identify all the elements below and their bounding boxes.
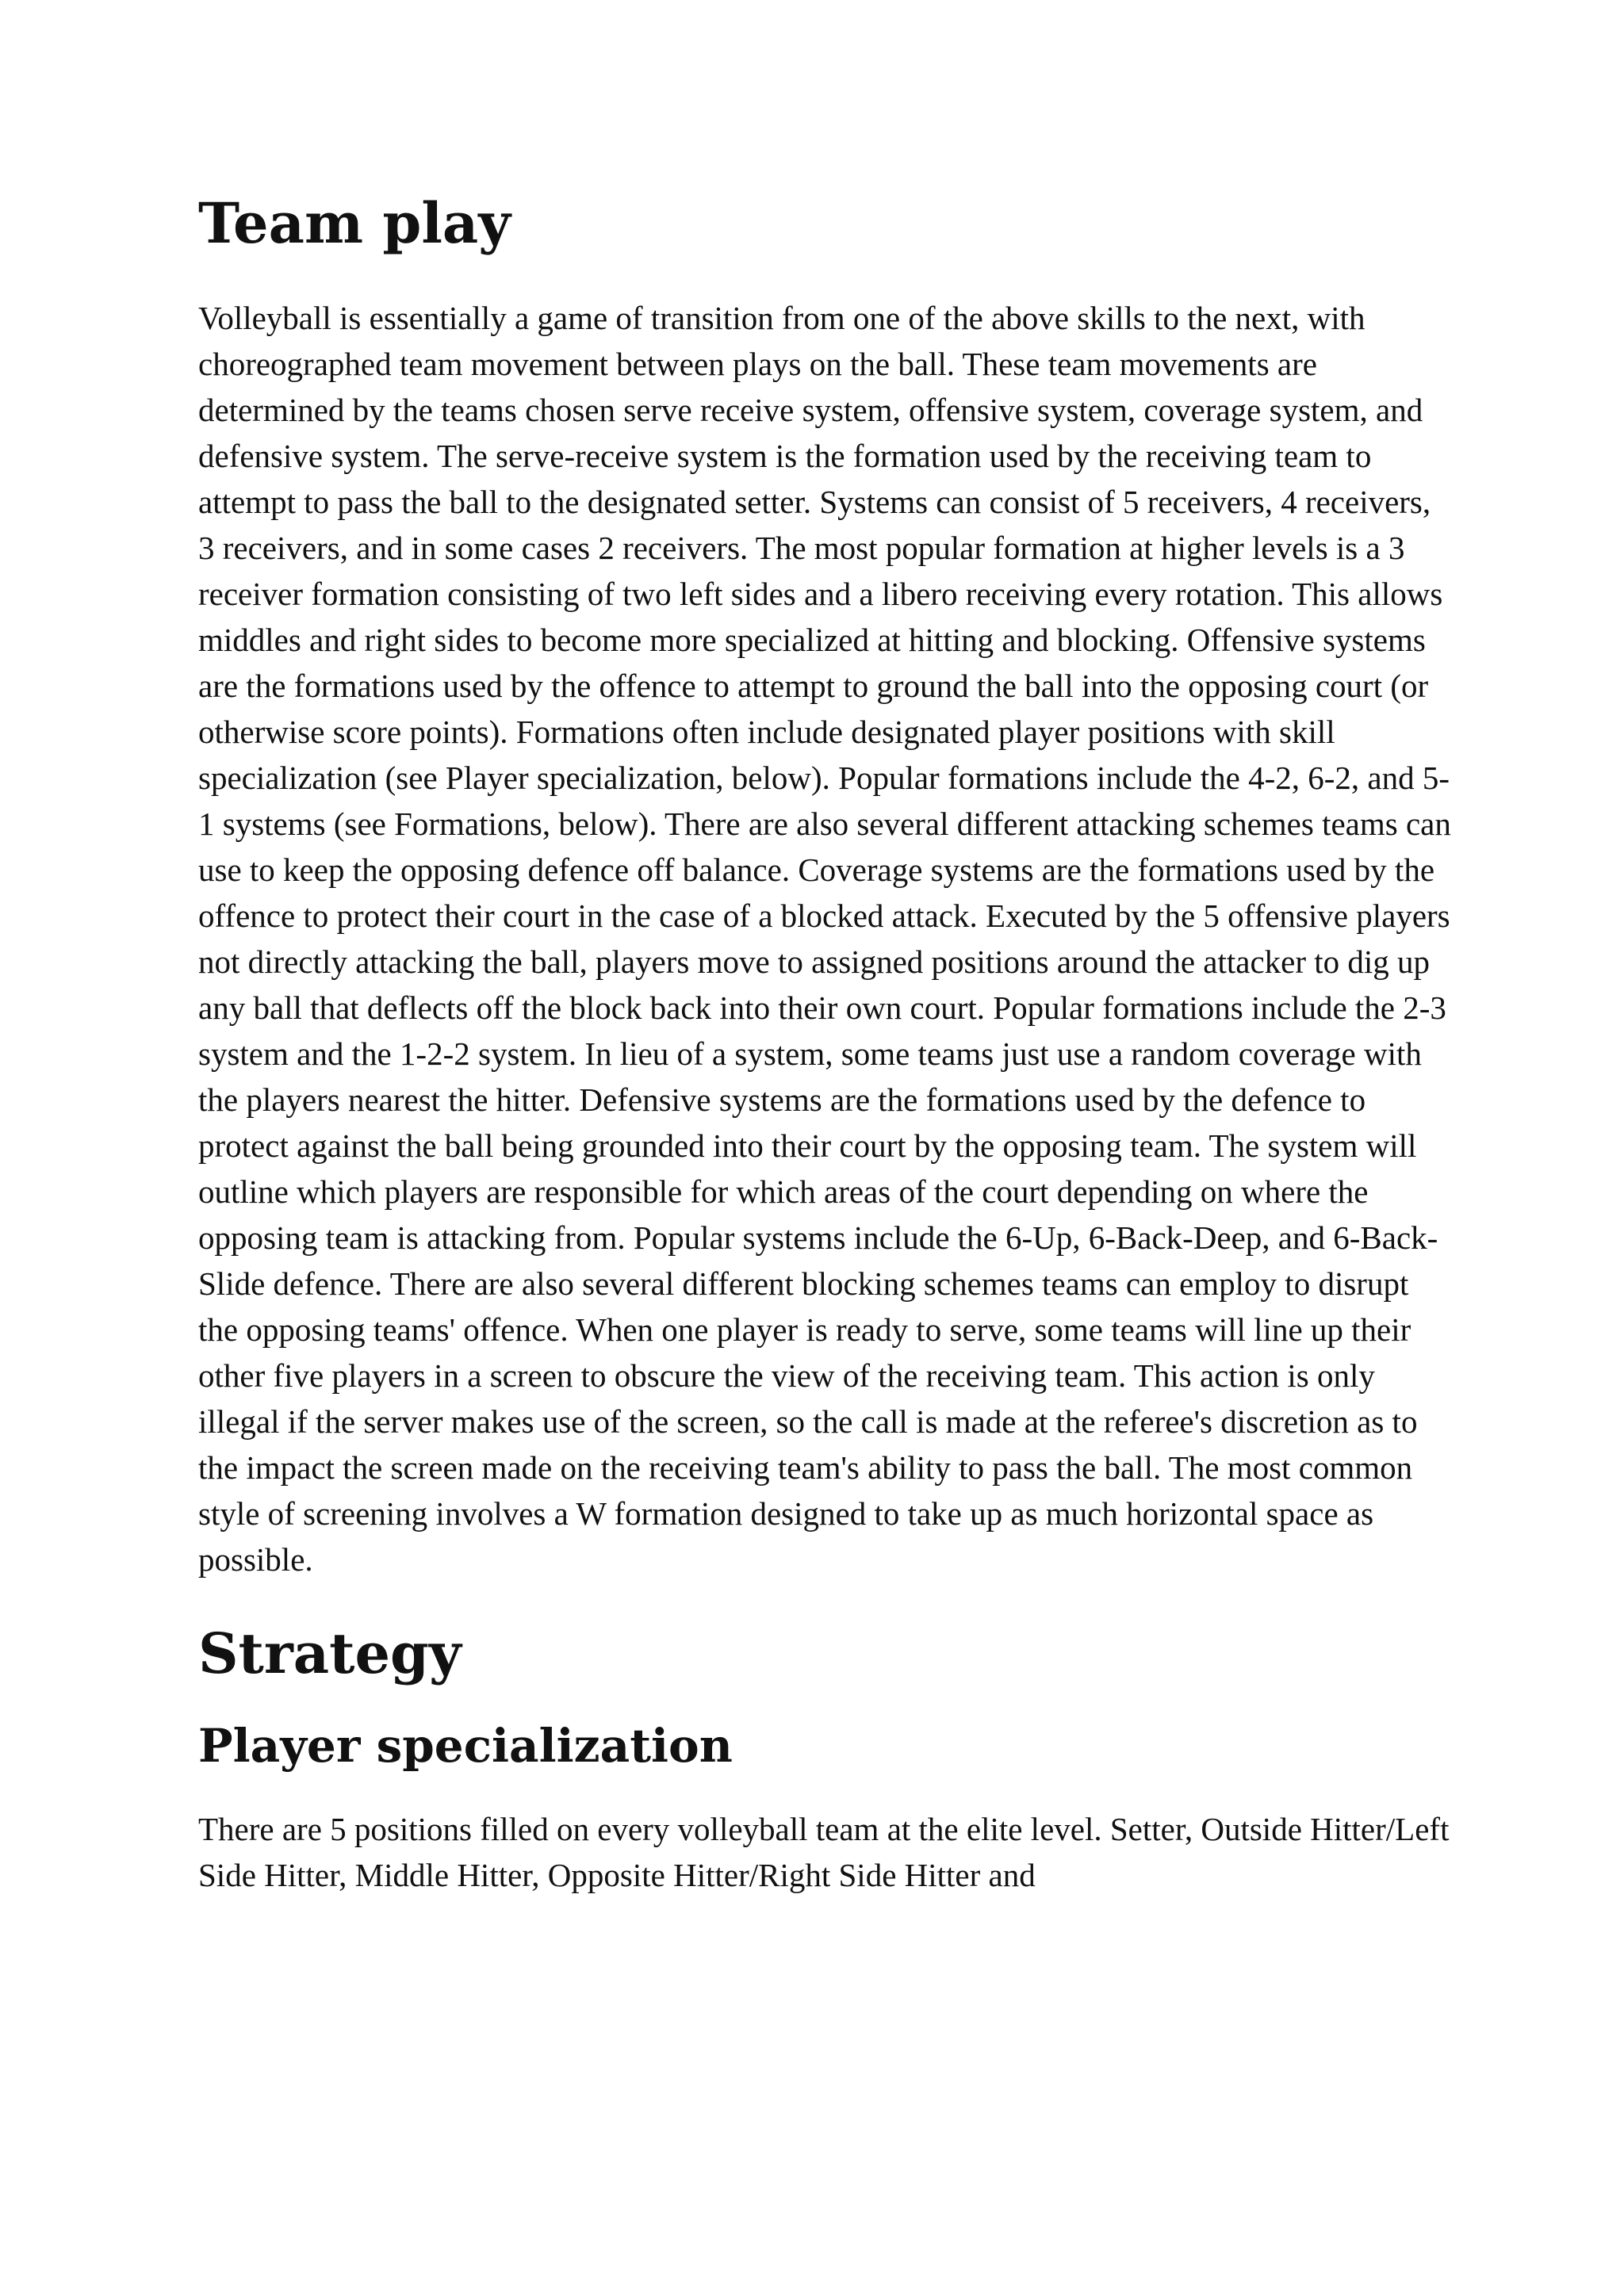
- team-play-paragraph: Volleyball is essentially a game of transition from one of the above skills to the next, with choreographed team movement between plays on the ball. These team movements are determined by the teams chosen serve receive system, offensive system, coverage system, and defensive system. The serve-receive system is the formation used by the receiving team to attempt to pass the ball to the designated setter. Systems can consist of 5 receivers, 4 receivers, 3 receivers, and in some cases 2 receivers. The most popular formation at higher levels is a 3 receiver formation consisting of two left sides and a libero receiving every rotation. This allows middles and right sides to become more specialized at hitting and blocking. Offensive systems are the formations used by the offence to attempt to ground the ball into the opposing court (or otherwise score points). Formations often include designated player positions with skill specialization (see Player specialization, below). Popular formations include the 4-2, 6-2, and 5-1 systems (see Formations, below). There are also several different attacking schemes teams can use to keep the opposing defence off balance. Coverage systems are the formations used by the offence to protect their court in the case of a blocked attack. Executed by the 5 offensive players not directly attacking the ball, players move to assigned positions around the attacker to dig up any ball that deflects off the block back into their own court. Popular formations include the 2-3 system and the 1-2-2 system. In lieu of a system, some teams just use a random coverage with the players nearest the hitter. Defensive systems are the formations used by the defence to protect against the ball being grounded into their court by the opposing team. The system will outline which players are responsible for which areas of the court depending on where the opposing team is attacking from. Popular systems include the 6-Up, 6-Back-Deep, and 6-Back-Slide defence. There are also several different blocking schemes teams can employ to disrupt the opposing teams' offence. When one player is ready to serve, some teams will line up their other five players in a screen to obscure the view of the receiving team. This action is only illegal if the server makes use of the screen, so the call is made at the referee's discretion as to the impact the screen made on the receiving team's ability to pass the ball. The most common style of screening involves a W formation designed to take up as much horizontal space as possible.: [198, 300, 1451, 1578]
- player-specialization-heading: Player specialization: [198, 1719, 733, 1773]
- strategy-heading: Strategy: [198, 1621, 462, 1686]
- document-page: [198, 190, 1451, 1898]
- player-specialization-paragraph: There are 5 positions filled on every volleyball team at the elite level. Setter, Outside Hitter/Left Side Hitter, Middle Hitter, Opposite Hitter/Right Side Hitter and: [198, 1810, 1450, 1893]
- team-play-heading: Team play: [198, 190, 511, 256]
